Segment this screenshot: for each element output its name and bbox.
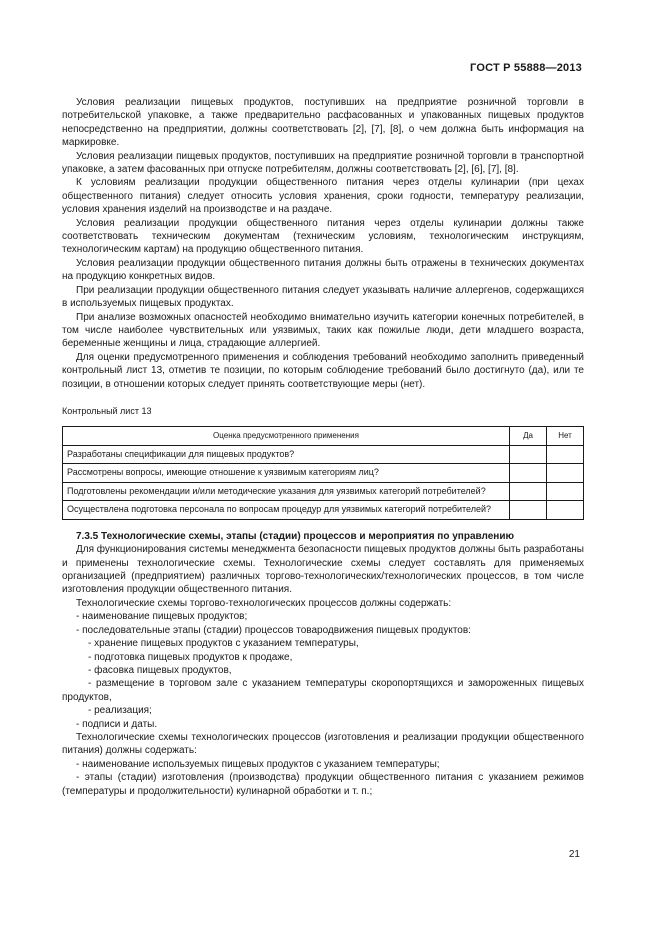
list-item: - фасовка пищевых продуктов, xyxy=(88,664,232,676)
standard-code-header: ГОСТ Р 55888—2013 xyxy=(470,62,582,74)
yes-cell xyxy=(510,501,547,520)
list-item: - хранение пищевых продуктов с указанием температуры, xyxy=(88,638,359,650)
paragraph: Условия реализации продукции общественного питания должны быть отражены в технических документах на продукцию конкретных видов. xyxy=(62,257,584,283)
paragraph: При реализации продукции общественного питания следует указывать наличие аллергенов, содержащихся в используемых пищевых продуктах. xyxy=(62,284,584,310)
list-item: - этапы (стадии) изготовления (производства) продукции общественного питания с указанием режимов (температуры и продолжительности) кулинарной обработки и т. п.; xyxy=(62,772,584,797)
section-title: 7.3.5 Технологические схемы, этапы (стадии) процессов и мероприятия по управлению xyxy=(76,530,515,542)
no-cell xyxy=(547,482,584,501)
page-body xyxy=(62,96,584,798)
list-item: - подготовка пищевых продуктов к продаже, xyxy=(88,651,293,663)
paragraph: При анализе возможных опасностей необходимо внимательно изучить категории конечных потребителей, в том числе наиболее чувствительных или уязвимых, таких как пожилые люди, дети младшего возраста, беременные женщины и лица, страдающие аллергией. xyxy=(62,311,584,350)
list-item: - размещение в торговом зале с указанием температуры скоропортящихся и замороженных пищевых продуктов, xyxy=(62,678,584,703)
list-item: - наименование используемых пищевых продуктов с указанием температуры; xyxy=(76,758,440,770)
list-item: - последовательные этапы (стадии) процессов товародвижения пищевых продуктов: xyxy=(76,624,471,636)
paragraph: Технологические схемы торгово-технологических процессов должны содержать: xyxy=(76,597,452,609)
checklist-question: Разработаны спецификации для пищевых продуктов? xyxy=(63,445,510,464)
checklist-question: Осуществлена подготовка персонала по вопросам процедур для уязвимых категорий потребителей? xyxy=(63,501,510,520)
table-row xyxy=(63,482,584,501)
paragraph: Технологические схемы технологических процессов (изготовления и реализации продукции общественного питания) должны содержать: xyxy=(62,731,584,757)
checklist-table xyxy=(62,426,584,520)
table-row xyxy=(63,464,584,483)
table-row xyxy=(63,501,584,520)
paragraph: К условиям реализации продукции общественного питания через отделы кулинарии (при цехах общественного питания) следует относить условия хранения, сроки годности, температуру реализации, условия хранения изделий на производстве и на раздаче. xyxy=(62,177,584,216)
page-number: 21 xyxy=(568,849,580,860)
list-item: - подписи и даты. xyxy=(76,718,158,730)
paragraph: Условия реализации пищевых продуктов, поступивших на предприятие розничной торговли в потребительской упаковке, а также предварительно расфасованных и упакованных пищевых продуктов непосредственно на предприятии, должны соответствовать [2], [7], [8], о чем должна быть информация на маркировке. xyxy=(62,97,584,149)
header-question: Оценка предусмотренного применения xyxy=(63,427,510,446)
paragraph: Для оценки предусмотренного применения и соблюдения требований необходимо заполнить приведенный контрольный лист 13, отметив те позиции, по которым соблюдение требований было достигнуто (да), или те позиции, в отношении которых следует принять соответствующие меры (нет). xyxy=(62,351,584,390)
checklist-caption: Контрольный лист 13 xyxy=(62,405,152,416)
list-item: - реализация; xyxy=(88,705,152,717)
checklist-header-row xyxy=(63,427,584,446)
checklist-question: Рассмотрены вопросы, имеющие отношение к уязвимым категориям лиц? xyxy=(63,464,510,483)
no-cell xyxy=(547,501,584,520)
paragraph: Условия реализации продукции общественного питания через отделы кулинарии должны также соответствовать техническим документам (техническим условиям, технологическим инструкциям, технологическим картам) на продукцию общественного питания. xyxy=(62,217,584,256)
header-no: Нет xyxy=(547,427,584,446)
yes-cell xyxy=(510,445,547,464)
yes-cell xyxy=(510,482,547,501)
header-yes: Да xyxy=(510,427,547,446)
yes-cell xyxy=(510,464,547,483)
no-cell xyxy=(547,464,584,483)
checklist-question: Подготовлены рекомендации и/или методические указания для уязвимых категорий потребителей? xyxy=(63,482,510,501)
no-cell xyxy=(547,445,584,464)
paragraph: Для функционирования системы менеджмента безопасности пищевых продуктов должны быть разработаны и применены технологические схемы. Технологические схемы следует составлять для применяемых организацией (предприятием) различных торгово-технологических/технологических процессов, в том числе изготовления продукции общественного питания. xyxy=(62,544,584,596)
table-row xyxy=(63,445,584,464)
list-item: - наименование пищевых продуктов; xyxy=(76,611,248,623)
paragraph: Условия реализации пищевых продуктов, поступивших на предприятие розничной торговли в транспортной упаковке, а затем фасованных при отпуске потребителям, должны соответствовать [2], [6], [7], [8]. xyxy=(62,150,584,176)
